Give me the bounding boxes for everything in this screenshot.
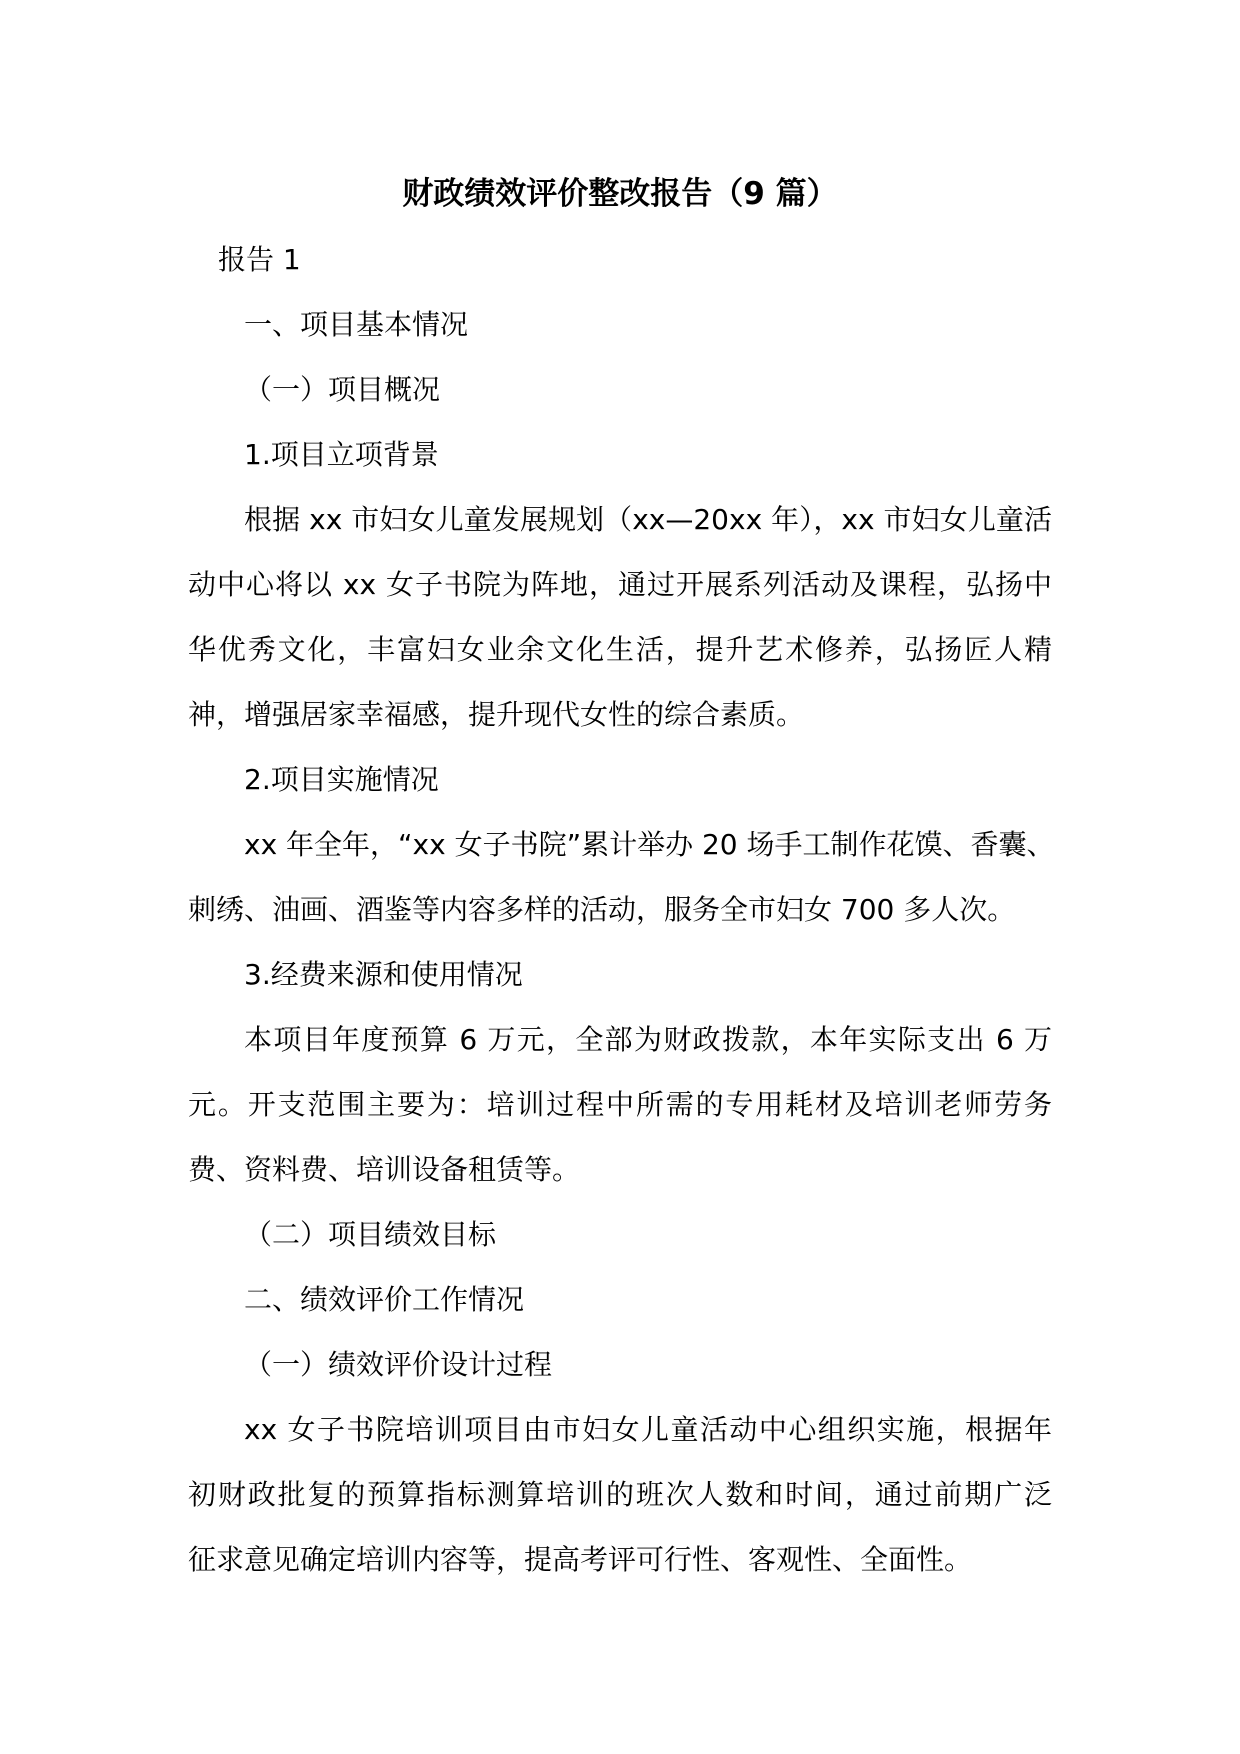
heading-project-overview: （一）项目概况 [244,373,441,406]
paragraph-line: 初财政批复的预算指标测算培训的班次人数和时间，通过前期广泛 [188,1478,1052,1511]
heading-project-basics: 一、项目基本情况 [244,308,469,341]
report-label: 报告 1 [218,243,301,276]
heading-performance-goals: （二）项目绩效目标 [244,1218,497,1251]
paragraph-line: 根据 xx 市妇女儿童发展规划（xx—20xx 年），xx 市妇女儿童活 [244,503,1052,536]
paragraph-line: 神，增强居家幸福感，提升现代女性的综合素质。 [188,698,805,731]
document-title: 财政绩效评价整改报告（9 篇） [402,176,838,212]
paragraph-line: 动中心将以 xx 女子书院为阵地，通过开展系列活动及课程，弘扬中 [188,568,1052,601]
heading-project-background: 1.项目立项背景 [244,438,439,471]
heading-project-implementation: 2.项目实施情况 [244,763,439,796]
paragraph-line: 元。开支范围主要为：培训过程中所需的专用耗材及培训老师劳务 [188,1088,1052,1121]
paragraph-line: 华优秀文化，丰富妇女业余文化生活，提升艺术修养，弘扬匠人精 [188,633,1052,666]
heading-funding: 3.经费来源和使用情况 [244,958,523,991]
heading-evaluation-design: （一）绩效评价设计过程 [244,1348,553,1381]
paragraph-background [188,487,1052,747]
paragraph-design [188,1397,1052,1592]
paragraph-implementation [188,812,1055,942]
paragraph-funding [188,1007,1052,1202]
paragraph-line: 费、资料费、培训设备租赁等。 [188,1153,581,1186]
paragraph-line: xx 女子书院培训项目由市妇女儿童活动中心组织实施，根据年 [244,1413,1052,1446]
paragraph-line: 本项目年度预算 6 万元，全部为财政拨款，本年实际支出 6 万 [244,1023,1052,1056]
paragraph-line: 刺绣、油画、酒鉴等内容多样的活动，服务全市妇女 700 多人次。 [188,893,1016,926]
paragraph-line: 征求意见确定培训内容等，提高考评可行性、客观性、全面性。 [188,1543,973,1576]
heading-evaluation-work: 二、绩效评价工作情况 [244,1283,525,1316]
paragraph-line: xx 年全年，“xx 女子书院”累计举办 20 场手工制作花馍、香囊、 [244,828,1055,861]
document-body [188,162,1055,1592]
